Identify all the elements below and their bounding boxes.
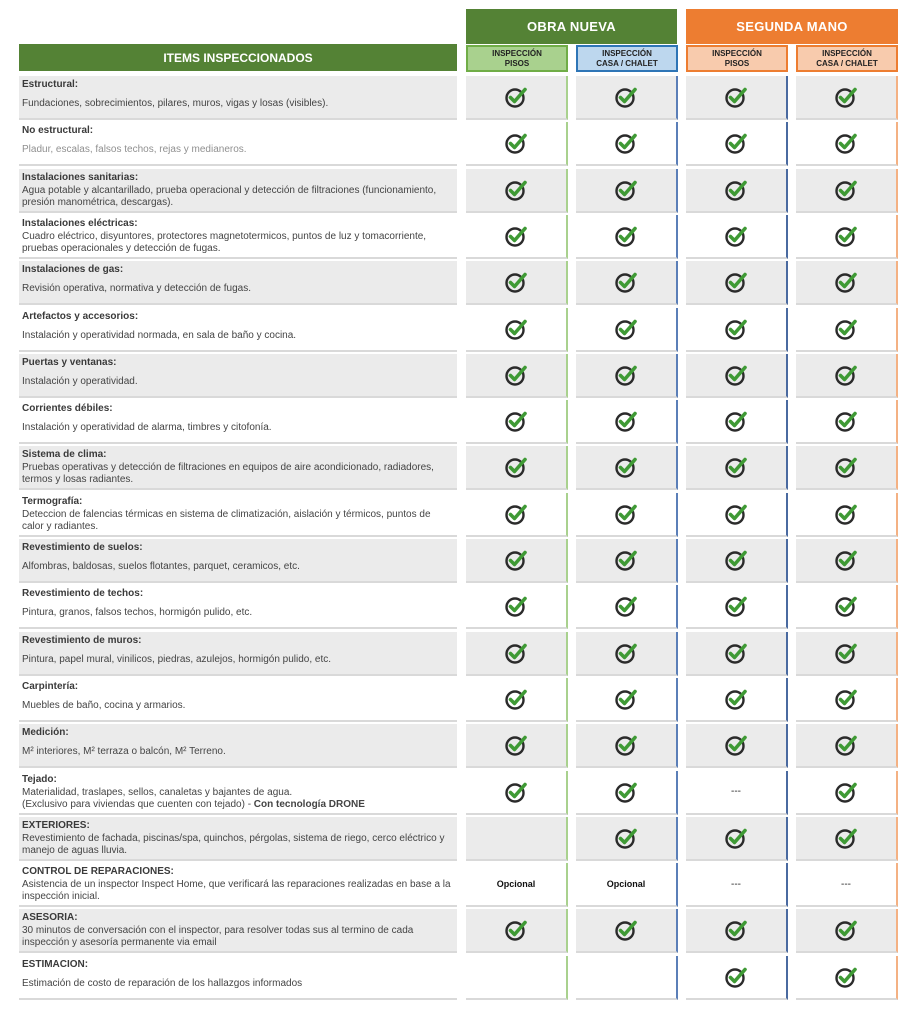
check-icon bbox=[614, 502, 638, 526]
table-row bbox=[0, 169, 913, 213]
check-icon bbox=[724, 594, 748, 618]
table-cell bbox=[576, 215, 678, 259]
table-row bbox=[0, 354, 913, 398]
row-text bbox=[22, 700, 453, 712]
row-text bbox=[22, 376, 453, 388]
table-cell bbox=[466, 308, 568, 352]
row-text bbox=[22, 746, 453, 758]
row-title: Instalaciones eléctricas: bbox=[22, 217, 138, 229]
check-icon bbox=[834, 270, 858, 294]
check-icon bbox=[724, 641, 748, 665]
row-text-main: Alfombras, baldosas, suelos flotantes, parquet, ceramicos, etc. bbox=[22, 561, 300, 572]
row-text bbox=[22, 422, 453, 434]
table-row bbox=[0, 771, 913, 815]
row-text-main: Pintura, granos, falsos techos, hormigón pulido, etc. bbox=[22, 607, 253, 619]
table-cell bbox=[686, 493, 788, 537]
table-cell bbox=[686, 215, 788, 259]
check-icon bbox=[724, 918, 748, 942]
table-cell bbox=[796, 122, 898, 166]
table-row bbox=[0, 539, 913, 583]
check-icon bbox=[834, 594, 858, 618]
row-text-main: Pruebas operativas y detección de filtraciones en equipos de aire acondicionado, radiadores, termos y losas radiantes. bbox=[22, 462, 434, 486]
table-cell bbox=[466, 585, 568, 629]
table-cell bbox=[466, 215, 568, 259]
row-title: No estructural: bbox=[22, 125, 94, 137]
check-icon bbox=[504, 131, 528, 155]
table-cell bbox=[686, 632, 788, 676]
table-cell bbox=[686, 122, 788, 166]
row-title: Artefactos y accesorios: bbox=[22, 310, 139, 322]
table-cell bbox=[466, 261, 568, 305]
check-icon bbox=[724, 826, 748, 850]
table-cell bbox=[686, 678, 788, 722]
table-cell bbox=[466, 493, 568, 537]
table-cell bbox=[466, 446, 568, 490]
check-icon bbox=[834, 131, 858, 155]
row-text bbox=[22, 879, 453, 903]
table-cell bbox=[686, 76, 788, 120]
check-icon bbox=[614, 918, 638, 942]
check-icon bbox=[614, 455, 638, 479]
table-row bbox=[0, 909, 913, 953]
check-icon bbox=[504, 363, 528, 387]
table-cell bbox=[466, 632, 568, 676]
table-cell bbox=[576, 585, 678, 629]
row-text bbox=[22, 144, 453, 156]
table-row bbox=[0, 308, 913, 352]
check-icon bbox=[724, 687, 748, 711]
check-icon bbox=[724, 131, 748, 155]
table-cell bbox=[796, 354, 898, 398]
table-row bbox=[0, 817, 913, 861]
table-cell bbox=[686, 400, 788, 444]
table-cell bbox=[466, 354, 568, 398]
row-title: Corrientes débiles: bbox=[22, 403, 113, 415]
row-text-main: Materialidad, traslapes, sellos, canaletas y bajantes de agua. bbox=[22, 786, 293, 798]
table-cell bbox=[686, 539, 788, 583]
table-cell bbox=[466, 863, 568, 907]
check-icon bbox=[834, 780, 858, 804]
row-description bbox=[19, 446, 457, 490]
table-cell bbox=[576, 771, 678, 815]
row-description bbox=[19, 354, 457, 398]
table-cell bbox=[576, 76, 678, 120]
check-icon bbox=[834, 965, 858, 989]
table-cell bbox=[466, 539, 568, 583]
table-cell bbox=[796, 585, 898, 629]
check-icon bbox=[614, 733, 638, 757]
table-cell bbox=[466, 817, 568, 861]
subheader-line: PISOS bbox=[724, 58, 750, 68]
table-cell bbox=[466, 169, 568, 213]
table-cell bbox=[576, 539, 678, 583]
check-icon bbox=[834, 178, 858, 202]
check-icon bbox=[614, 85, 638, 109]
table-row bbox=[0, 678, 913, 722]
check-icon bbox=[724, 363, 748, 387]
row-description bbox=[19, 585, 457, 629]
check-icon bbox=[504, 409, 528, 433]
header-segunda-mano: SEGUNDA MANO bbox=[686, 9, 898, 44]
table-row bbox=[0, 446, 913, 490]
row-title: CONTROL DE REPARACIONES: bbox=[22, 866, 174, 878]
table-cell bbox=[686, 169, 788, 213]
table-cell bbox=[796, 678, 898, 722]
row-title: Carpintería: bbox=[22, 680, 79, 692]
table-cell bbox=[576, 308, 678, 352]
table-cell bbox=[686, 446, 788, 490]
row-text bbox=[22, 833, 453, 857]
row-text-main: 30 minutos de conversación con el inspector, para resolver todas sus al termino de cada inspección y asesoría permanente via email bbox=[22, 925, 414, 949]
check-icon bbox=[724, 85, 748, 109]
check-icon bbox=[504, 317, 528, 341]
table-cell bbox=[796, 261, 898, 305]
row-title: Instalaciones sanitarias: bbox=[22, 171, 139, 183]
table-row bbox=[0, 76, 913, 120]
table-cell bbox=[576, 724, 678, 768]
check-icon bbox=[834, 826, 858, 850]
row-description bbox=[19, 215, 457, 259]
row-text-main: Revisión operativa, normativa y detección de fugas. bbox=[22, 283, 252, 295]
row-text-main: Deteccion de falencias térmicas en sistema de climatización, aislación y térmicos, puntos de calor y radiantes. bbox=[22, 508, 431, 532]
row-text bbox=[22, 787, 453, 811]
table-cell bbox=[796, 76, 898, 120]
cell-dash: --- bbox=[841, 878, 851, 890]
check-icon bbox=[614, 409, 638, 433]
row-text-main: Instalación y operatividad normada, en sala de baño y cocina. bbox=[22, 329, 297, 341]
table-cell bbox=[466, 956, 568, 1000]
row-description bbox=[19, 122, 457, 166]
table-cell bbox=[796, 539, 898, 583]
check-icon bbox=[724, 317, 748, 341]
table-cell bbox=[576, 169, 678, 213]
row-note: (Exclusivo para viviendas que cuenten con tejado) - bbox=[22, 798, 254, 810]
table-cell bbox=[576, 863, 678, 907]
table-cell bbox=[466, 771, 568, 815]
row-text-main: Instalación y operatividad. bbox=[22, 375, 138, 387]
check-icon bbox=[834, 455, 858, 479]
row-description bbox=[19, 678, 457, 722]
row-text-main: Cuadro eléctrico, disyuntores, protectores magnetotermicos, puntos de luz y tomacorriente, pruebas operacionales y detección de fugas. bbox=[22, 230, 427, 254]
check-icon bbox=[724, 502, 748, 526]
subheader-obra-nueva-casa bbox=[576, 45, 678, 72]
table-cell bbox=[796, 632, 898, 676]
check-icon bbox=[504, 455, 528, 479]
row-text bbox=[22, 978, 453, 990]
table-cell bbox=[686, 771, 788, 815]
table-cell bbox=[576, 400, 678, 444]
table-cell bbox=[796, 909, 898, 953]
check-icon bbox=[724, 224, 748, 248]
cell-dash: --- bbox=[731, 878, 741, 890]
check-icon bbox=[834, 733, 858, 757]
check-icon bbox=[724, 409, 748, 433]
row-description bbox=[19, 909, 457, 953]
check-icon bbox=[504, 270, 528, 294]
check-icon bbox=[834, 85, 858, 109]
check-icon bbox=[504, 687, 528, 711]
check-icon bbox=[504, 594, 528, 618]
table-cell bbox=[466, 76, 568, 120]
table-row bbox=[0, 632, 913, 676]
table-cell bbox=[796, 169, 898, 213]
check-icon bbox=[834, 224, 858, 248]
check-icon bbox=[834, 502, 858, 526]
table-cell bbox=[686, 724, 788, 768]
check-icon bbox=[614, 131, 638, 155]
subheader-segunda-mano-pisos bbox=[686, 45, 788, 72]
check-icon bbox=[614, 548, 638, 572]
check-icon bbox=[724, 965, 748, 989]
check-icon bbox=[614, 317, 638, 341]
row-description bbox=[19, 261, 457, 305]
header-obra-nueva: OBRA NUEVA bbox=[466, 9, 677, 44]
table-cell bbox=[796, 400, 898, 444]
table-cell bbox=[686, 585, 788, 629]
table-cell bbox=[796, 956, 898, 1000]
table-cell bbox=[796, 446, 898, 490]
row-title: Puertas y ventanas: bbox=[22, 356, 117, 368]
row-description bbox=[19, 632, 457, 676]
check-icon bbox=[724, 178, 748, 202]
row-description bbox=[19, 169, 457, 213]
table-cell bbox=[686, 909, 788, 953]
check-icon bbox=[614, 224, 638, 248]
table-cell bbox=[576, 122, 678, 166]
check-icon bbox=[504, 548, 528, 572]
row-text-main: Pladur, escalas, falsos techos, rejas y medianeros. bbox=[22, 144, 247, 156]
subheader-line: INSPECCIÓN bbox=[822, 48, 872, 58]
row-text-main: Estimación de costo de reparación de los hallazgos informados bbox=[22, 977, 303, 989]
row-text bbox=[22, 462, 453, 486]
row-text bbox=[22, 925, 453, 949]
check-icon bbox=[834, 317, 858, 341]
table-cell bbox=[686, 261, 788, 305]
row-text-main: Agua potable y alcantarillado, prueba operacional y detección de filtraciones (funcionamiento, presión manométrica, descargas). bbox=[22, 184, 437, 208]
row-text bbox=[22, 98, 453, 110]
table-cell bbox=[576, 354, 678, 398]
check-icon bbox=[834, 548, 858, 572]
check-icon bbox=[834, 641, 858, 665]
check-icon bbox=[724, 733, 748, 757]
row-text-main: Muebles de baño, cocina y armarios. bbox=[22, 699, 186, 711]
check-icon bbox=[504, 85, 528, 109]
subheader-line: CASA / CHALET bbox=[816, 58, 878, 68]
row-description bbox=[19, 724, 457, 768]
row-text-main: Instalación y operatividad de alarma, timbres y citofonía. bbox=[22, 422, 272, 434]
row-title: Tejado: bbox=[22, 773, 57, 785]
check-icon bbox=[834, 409, 858, 433]
cell-optional-label: Opcional bbox=[606, 879, 646, 890]
table-row bbox=[0, 261, 913, 305]
row-title: Instalaciones de gas: bbox=[22, 264, 124, 276]
check-icon bbox=[724, 270, 748, 294]
table-cell bbox=[686, 354, 788, 398]
check-icon bbox=[614, 363, 638, 387]
row-text bbox=[22, 283, 453, 295]
table-cell bbox=[686, 956, 788, 1000]
check-icon bbox=[614, 780, 638, 804]
row-text bbox=[22, 231, 453, 255]
table-cell bbox=[466, 724, 568, 768]
row-description bbox=[19, 493, 457, 537]
check-icon bbox=[724, 548, 748, 572]
table-cell bbox=[796, 724, 898, 768]
check-icon bbox=[834, 363, 858, 387]
table-cell bbox=[686, 863, 788, 907]
row-title: Revestimiento de muros: bbox=[22, 634, 142, 646]
check-icon bbox=[614, 641, 638, 665]
table-cell bbox=[576, 678, 678, 722]
row-text-main: Pintura, papel mural, vinilicos, piedras, azulejos, hormigón pulido, etc. bbox=[22, 653, 332, 665]
row-title: ESTIMACION: bbox=[22, 958, 89, 970]
row-text bbox=[22, 561, 453, 573]
row-title: Sistema de clima: bbox=[22, 449, 107, 461]
table-cell bbox=[796, 771, 898, 815]
row-description bbox=[19, 308, 457, 352]
check-icon bbox=[834, 918, 858, 942]
table-cell bbox=[576, 261, 678, 305]
check-icon bbox=[614, 270, 638, 294]
check-icon bbox=[614, 178, 638, 202]
row-drone-label: Con tecnología DRONE bbox=[253, 798, 365, 810]
table-cell bbox=[576, 817, 678, 861]
cell-optional-label: Opcional bbox=[496, 879, 536, 890]
table-row bbox=[0, 400, 913, 444]
row-title: ASESORIA: bbox=[22, 912, 78, 924]
row-title: Medición: bbox=[22, 727, 69, 739]
row-title: EXTERIORES: bbox=[22, 819, 90, 831]
row-title: Revestimiento de suelos: bbox=[22, 542, 143, 553]
table-cell bbox=[466, 400, 568, 444]
subheader-line: INSPECCIÓN bbox=[492, 48, 542, 58]
row-text bbox=[22, 607, 453, 619]
table-row bbox=[0, 724, 913, 768]
row-description bbox=[19, 400, 457, 444]
row-title: Estructural: bbox=[22, 79, 79, 90]
table-cell bbox=[796, 308, 898, 352]
row-description bbox=[19, 771, 457, 815]
row-description bbox=[19, 539, 457, 583]
cell-dash: --- bbox=[731, 786, 741, 797]
check-icon bbox=[504, 780, 528, 804]
check-icon bbox=[504, 178, 528, 202]
table-cell bbox=[576, 909, 678, 953]
table-cell bbox=[796, 817, 898, 861]
check-icon bbox=[504, 641, 528, 665]
table-cell bbox=[576, 493, 678, 537]
check-icon bbox=[614, 826, 638, 850]
subheader-obra-nueva-pisos bbox=[466, 45, 568, 72]
table-cell bbox=[796, 493, 898, 537]
table-cell bbox=[576, 956, 678, 1000]
subheader-line: PISOS bbox=[504, 58, 530, 68]
row-text-main: Fundaciones, sobrecimientos, pilares, muros, vigas y losas (visibles). bbox=[22, 98, 329, 109]
row-text bbox=[22, 185, 453, 209]
row-description bbox=[19, 863, 457, 907]
table-row bbox=[0, 493, 913, 537]
row-text-main: Revestimiento de fachada, piscinas/spa, quinchos, pérgolas, sistema de riego, cerco eléctrico y manejo de aguas lluvia. bbox=[22, 832, 445, 856]
row-text-main: Asistencia de un inspector Inspect Home, que verificará las reparaciones realizadas en base a la inspección inicial. bbox=[22, 879, 451, 903]
check-icon bbox=[504, 918, 528, 942]
row-text bbox=[22, 330, 453, 342]
check-icon bbox=[504, 224, 528, 248]
table-cell bbox=[466, 678, 568, 722]
table-row bbox=[0, 956, 913, 1000]
row-text bbox=[22, 509, 453, 533]
check-icon bbox=[504, 733, 528, 757]
table-cell bbox=[796, 215, 898, 259]
table-cell bbox=[796, 863, 898, 907]
check-icon bbox=[614, 594, 638, 618]
subheader-segunda-mano-casa bbox=[796, 45, 898, 72]
table-cell bbox=[576, 632, 678, 676]
check-icon bbox=[834, 687, 858, 711]
table-row bbox=[0, 122, 913, 166]
table-cell bbox=[686, 817, 788, 861]
row-description bbox=[19, 76, 457, 120]
table-cell bbox=[466, 122, 568, 166]
table-row bbox=[0, 585, 913, 629]
check-icon bbox=[504, 502, 528, 526]
subheader-line: CASA / CHALET bbox=[596, 58, 658, 68]
table-cell bbox=[576, 446, 678, 490]
row-title: Termografía: bbox=[22, 495, 83, 507]
subheader-line: INSPECCIÓN bbox=[602, 48, 652, 58]
table-row bbox=[0, 863, 913, 907]
check-icon bbox=[724, 455, 748, 479]
row-description bbox=[19, 817, 457, 861]
subheader-line: INSPECCIÓN bbox=[712, 48, 762, 58]
row-text bbox=[22, 654, 453, 666]
header-items-inspeccionados: ITEMS INSPECCIONADOS bbox=[19, 44, 457, 71]
row-text-main: M² interiores, M² terraza o balcón, M² Terreno. bbox=[22, 746, 226, 758]
table-cell bbox=[466, 909, 568, 953]
row-title: Revestimiento de techos: bbox=[22, 588, 144, 600]
check-icon bbox=[614, 687, 638, 711]
table-row bbox=[0, 215, 913, 259]
table-cell bbox=[686, 308, 788, 352]
row-description bbox=[19, 956, 457, 1000]
